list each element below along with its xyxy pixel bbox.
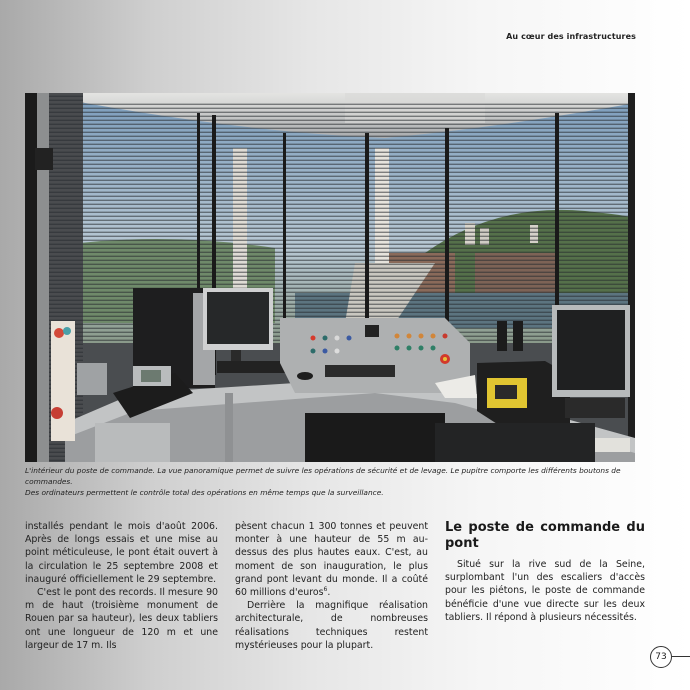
caption-line-1: L'intérieur du poste de commande. La vue panoramique permet de suivre les opérations de sécurité et de levage. Le pupitre comporte les différents boutons de commandes. [25, 466, 621, 486]
paragraph: Situé sur la rive sud de la Seine, surplombant l'un des escaliers d'accès pour les piétons, le poste de commande bénéficie d'une vue directe sur les deux tabliers. Il répond à plusieurs nécessités. [445, 559, 645, 623]
text-column-3 [445, 520, 645, 624]
paragraph-text: pèsent chacun 1 300 tonnes et peuvent monter à une hauteur de 55 m au-dessus des plus hautes eaux. C'est, au moment de son inauguration, le plus grand pont levant du monde. Il a coûté 60 millions d'euros [235, 521, 428, 599]
paragraph-end: . [327, 587, 331, 599]
section-title: Le poste de commande du pont [445, 520, 645, 551]
photo-illustration [25, 93, 635, 462]
photo-caption [25, 465, 645, 498]
running-title: Au cœur des infrastructures [506, 32, 636, 41]
page-number: 73 [650, 646, 672, 668]
text-column-1 [25, 520, 218, 652]
footnote-reference[interactable]: 6 [323, 585, 328, 593]
control-room-photo [25, 93, 635, 462]
paragraph [235, 520, 428, 599]
page-number-rule [672, 656, 690, 657]
paragraph: installés pendant le mois d'août 2006. Après de longs essais et une mise au point méticuleuse, le pont était ouvert à la circulation le 25 septembre 2008 et inauguré officiellement le 29 septembre. [25, 521, 218, 585]
paragraph: C'est le pont des records. Il mesure 90 m de haut (troisième monument de Rouen par sa hauteur), les deux tabliers ont une longueur de 120 m et une largeur de 17 m. Ils [25, 587, 218, 651]
paragraph: Derrière la magnifique réalisation architecturale, de nombreuses réalisations techniques restent mystérieuses pour la plupart. [235, 600, 428, 651]
caption-line-2: Des ordinateurs permettent le contrôle total des opérations en même temps que la surveillance. [25, 488, 384, 497]
text-column-2 [235, 520, 428, 652]
